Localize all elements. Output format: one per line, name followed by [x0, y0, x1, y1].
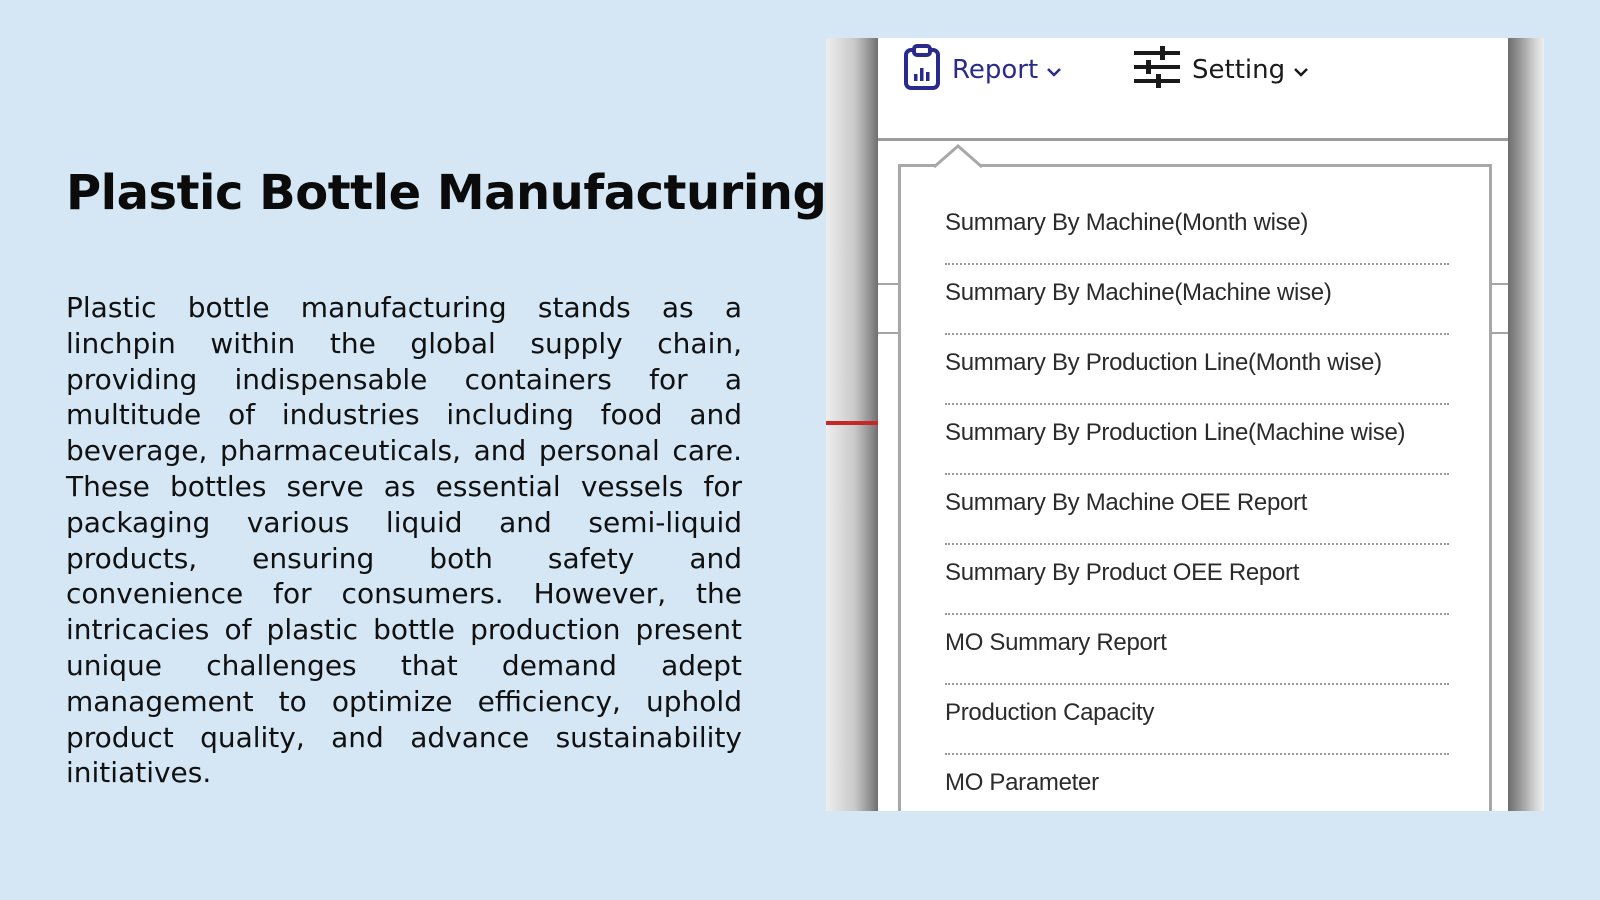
nav-report-menu[interactable] — [902, 50, 1062, 90]
report-menu-item[interactable]: Production Capacity — [945, 687, 1449, 755]
report-menu-item[interactable]: MO Parameter — [945, 769, 1099, 796]
report-clipboard-icon — [902, 44, 942, 97]
report-menu-item[interactable]: Summary By Machine(Month wise) — [945, 197, 1449, 265]
slide-body-text: Plastic bottle manufacturing stands as a linchpin within the global supply chain, providing indispensable containers for a multitude of industries including food and beverage, pharmaceuticals, and personal care. These bottles serve as essential vessels for packaging various liquid and semi-liquid products, ensuring both safety and convenience for consumers. However, the intricacies of plastic bottle production present unique challenges that demand adept management to optimize efficiency, uphold product quality, and advance sustainability initiatives. — [66, 291, 742, 790]
screenshot-right-edge — [1508, 38, 1544, 811]
report-menu-item[interactable]: MO Summary Report — [945, 617, 1449, 685]
background-divider — [878, 283, 898, 285]
chevron-down-icon — [1293, 55, 1309, 85]
ui-screenshot — [826, 38, 1544, 811]
report-menu-item[interactable]: Summary By Production Line(Machine wise) — [945, 407, 1449, 475]
nav-report-label: Report — [952, 55, 1039, 85]
red-marker-line — [826, 421, 878, 425]
sliders-icon — [1132, 45, 1182, 96]
background-divider — [1492, 283, 1508, 285]
nav-setting-menu[interactable] — [1132, 50, 1309, 90]
report-menu-item[interactable]: Summary By Product OEE Report — [945, 547, 1449, 615]
background-divider — [1492, 332, 1508, 334]
report-menu-list — [945, 197, 1449, 811]
nav-setting-label: Setting — [1192, 55, 1286, 85]
report-menu-item[interactable]: Summary By Machine(Machine wise) — [945, 267, 1449, 335]
chevron-down-icon — [1046, 55, 1062, 85]
top-nav-bar — [878, 38, 1508, 141]
report-menu-item[interactable]: Summary By Production Line(Month wise) — [945, 337, 1449, 405]
report-menu-item[interactable]: Summary By Machine OEE Report — [945, 477, 1449, 545]
background-divider — [878, 332, 898, 334]
slide-title: Plastic Bottle Manufacturing — [66, 165, 827, 221]
dropdown-caret-icon — [934, 144, 982, 168]
report-dropdown-menu — [898, 164, 1492, 811]
